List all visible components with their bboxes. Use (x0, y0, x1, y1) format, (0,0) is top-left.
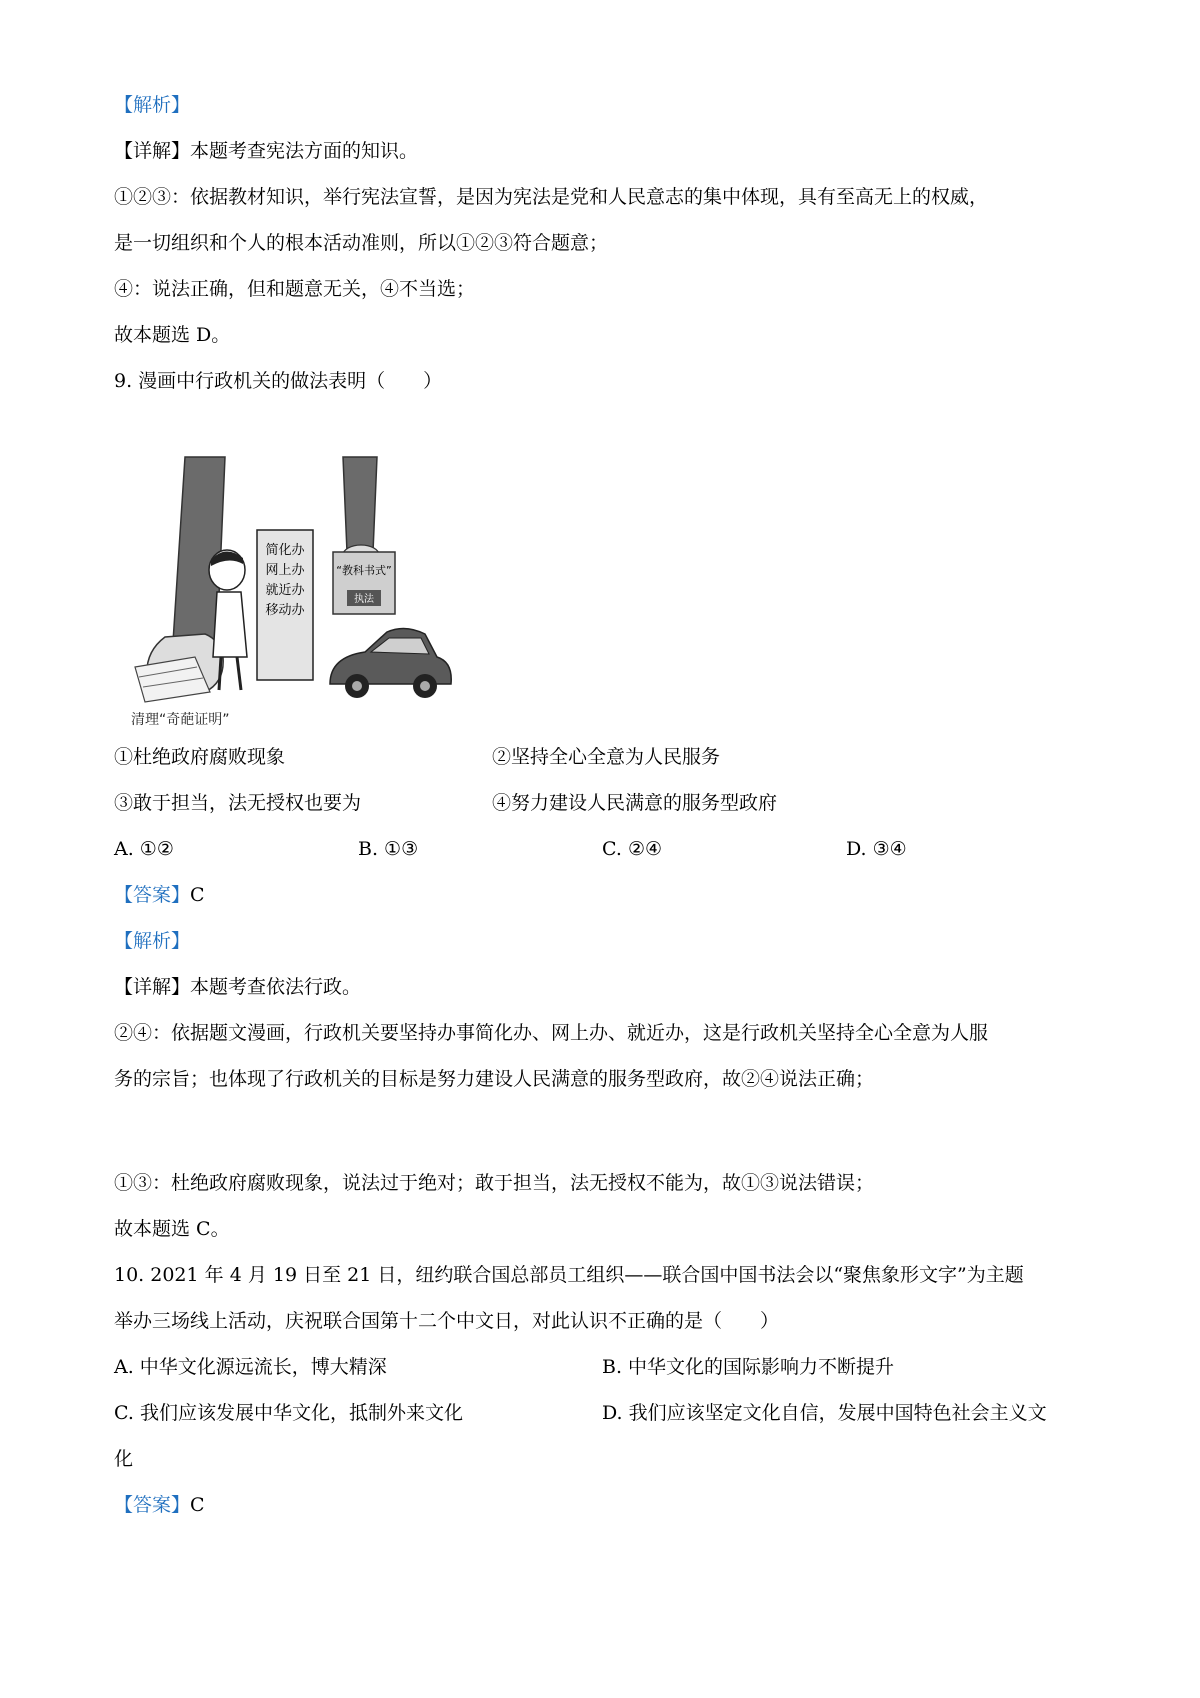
cartoon-sign-line-3: 就近办 (265, 583, 305, 598)
detail-line (114, 138, 418, 164)
detail-tag: 【详解】 (114, 140, 191, 162)
analysis-tag: 【解析】 (114, 930, 191, 952)
answer-tag: 【答案】 (114, 884, 191, 906)
answer-line (114, 882, 205, 908)
option-c: C. ②④ (602, 838, 663, 860)
paragraph: ①③：杜绝政府腐败现象，说法过于绝对；敢于担当，法无授权不能为，故①③说法错误； (114, 1172, 875, 1194)
detail-text: 本题考查宪法方面的知识。 (190, 140, 419, 162)
cartoon-sign-line-1: 简化办 (265, 543, 305, 558)
q10-option-b: B. 中华文化的国际影响力不断提升 (602, 1356, 895, 1378)
analysis-tag: 【解析】 (114, 94, 191, 116)
statement-2: ②坚持全心全意为人民服务 (492, 746, 721, 768)
statement-1: ①杜绝政府腐败现象 (114, 746, 286, 768)
cartoon-box-label: “教科书式” (336, 564, 392, 577)
option-b: B. ①③ (358, 838, 419, 860)
answer-line (114, 1492, 205, 1518)
option-d: D. ③④ (846, 838, 907, 860)
q10-option-c: C. 我们应该发展中华文化，抵制外来文化 (114, 1402, 463, 1424)
option-a: A. ①② (114, 838, 174, 860)
question-10-stem-line-1: 10. 2021 年 4 月 19 日至 21 日，纽约联合国总部员工组织——联合国中国书法会以“聚焦象形文字”为主题 (114, 1264, 1024, 1286)
detail-text: 本题考查依法行政。 (190, 976, 362, 998)
paragraph: ②④：依据题文漫画，行政机关要坚持办事简化办、网上办、就近办，这是行政机关坚持全心全意为人服 (114, 1022, 989, 1044)
q10-option-d-continued: 化 (114, 1448, 134, 1470)
paragraph: 是一切组织和个人的根本活动准则，所以①②③符合题意； (114, 232, 609, 254)
cartoon-box-label-2: 执法 (354, 594, 374, 605)
cartoon-caption: 清理“奇葩证明” (131, 712, 230, 728)
paragraph: 故本题选 D。 (114, 324, 231, 346)
paragraph: ④：说法正确，但和题意无关，④不当选； (114, 278, 476, 300)
q10-option-a: A. 中华文化源远流长，博大精深 (114, 1356, 387, 1378)
answer-value: C (190, 884, 205, 906)
cartoon-sign-line-4: 移动办 (265, 603, 305, 618)
paragraph: 务的宗旨；也体现了行政机关的目标是努力建设人民满意的服务型政府，故②④说法正确； (114, 1068, 875, 1090)
detail-line (114, 974, 361, 1000)
q10-option-d: D. 我们应该坚定文化自信，发展中国特色社会主义文 (602, 1402, 1047, 1424)
answer-tag: 【答案】 (114, 1494, 191, 1516)
cartoon-sign-line-2: 网上办 (265, 563, 305, 578)
paragraph: ①②③：依据教材知识，举行宪法宣誓，是因为宪法是党和人民意志的集中体现，具有至高无上的权威， (114, 186, 989, 208)
question-9-stem: 9. 漫画中行政机关的做法表明（ ） (114, 370, 443, 392)
question-10-stem-line-2: 举办三场线上活动，庆祝联合国第十二个中文日，对此认识不正确的是（ ） (114, 1310, 780, 1332)
cartoon-illustration (125, 452, 465, 730)
detail-tag: 【详解】 (114, 976, 191, 998)
paragraph: 故本题选 C。 (114, 1218, 230, 1240)
statement-4: ④努力建设人民满意的服务型政府 (492, 792, 778, 814)
statement-3: ③敢于担当，法无授权也要为 (114, 792, 362, 814)
answer-value: C (190, 1494, 205, 1516)
